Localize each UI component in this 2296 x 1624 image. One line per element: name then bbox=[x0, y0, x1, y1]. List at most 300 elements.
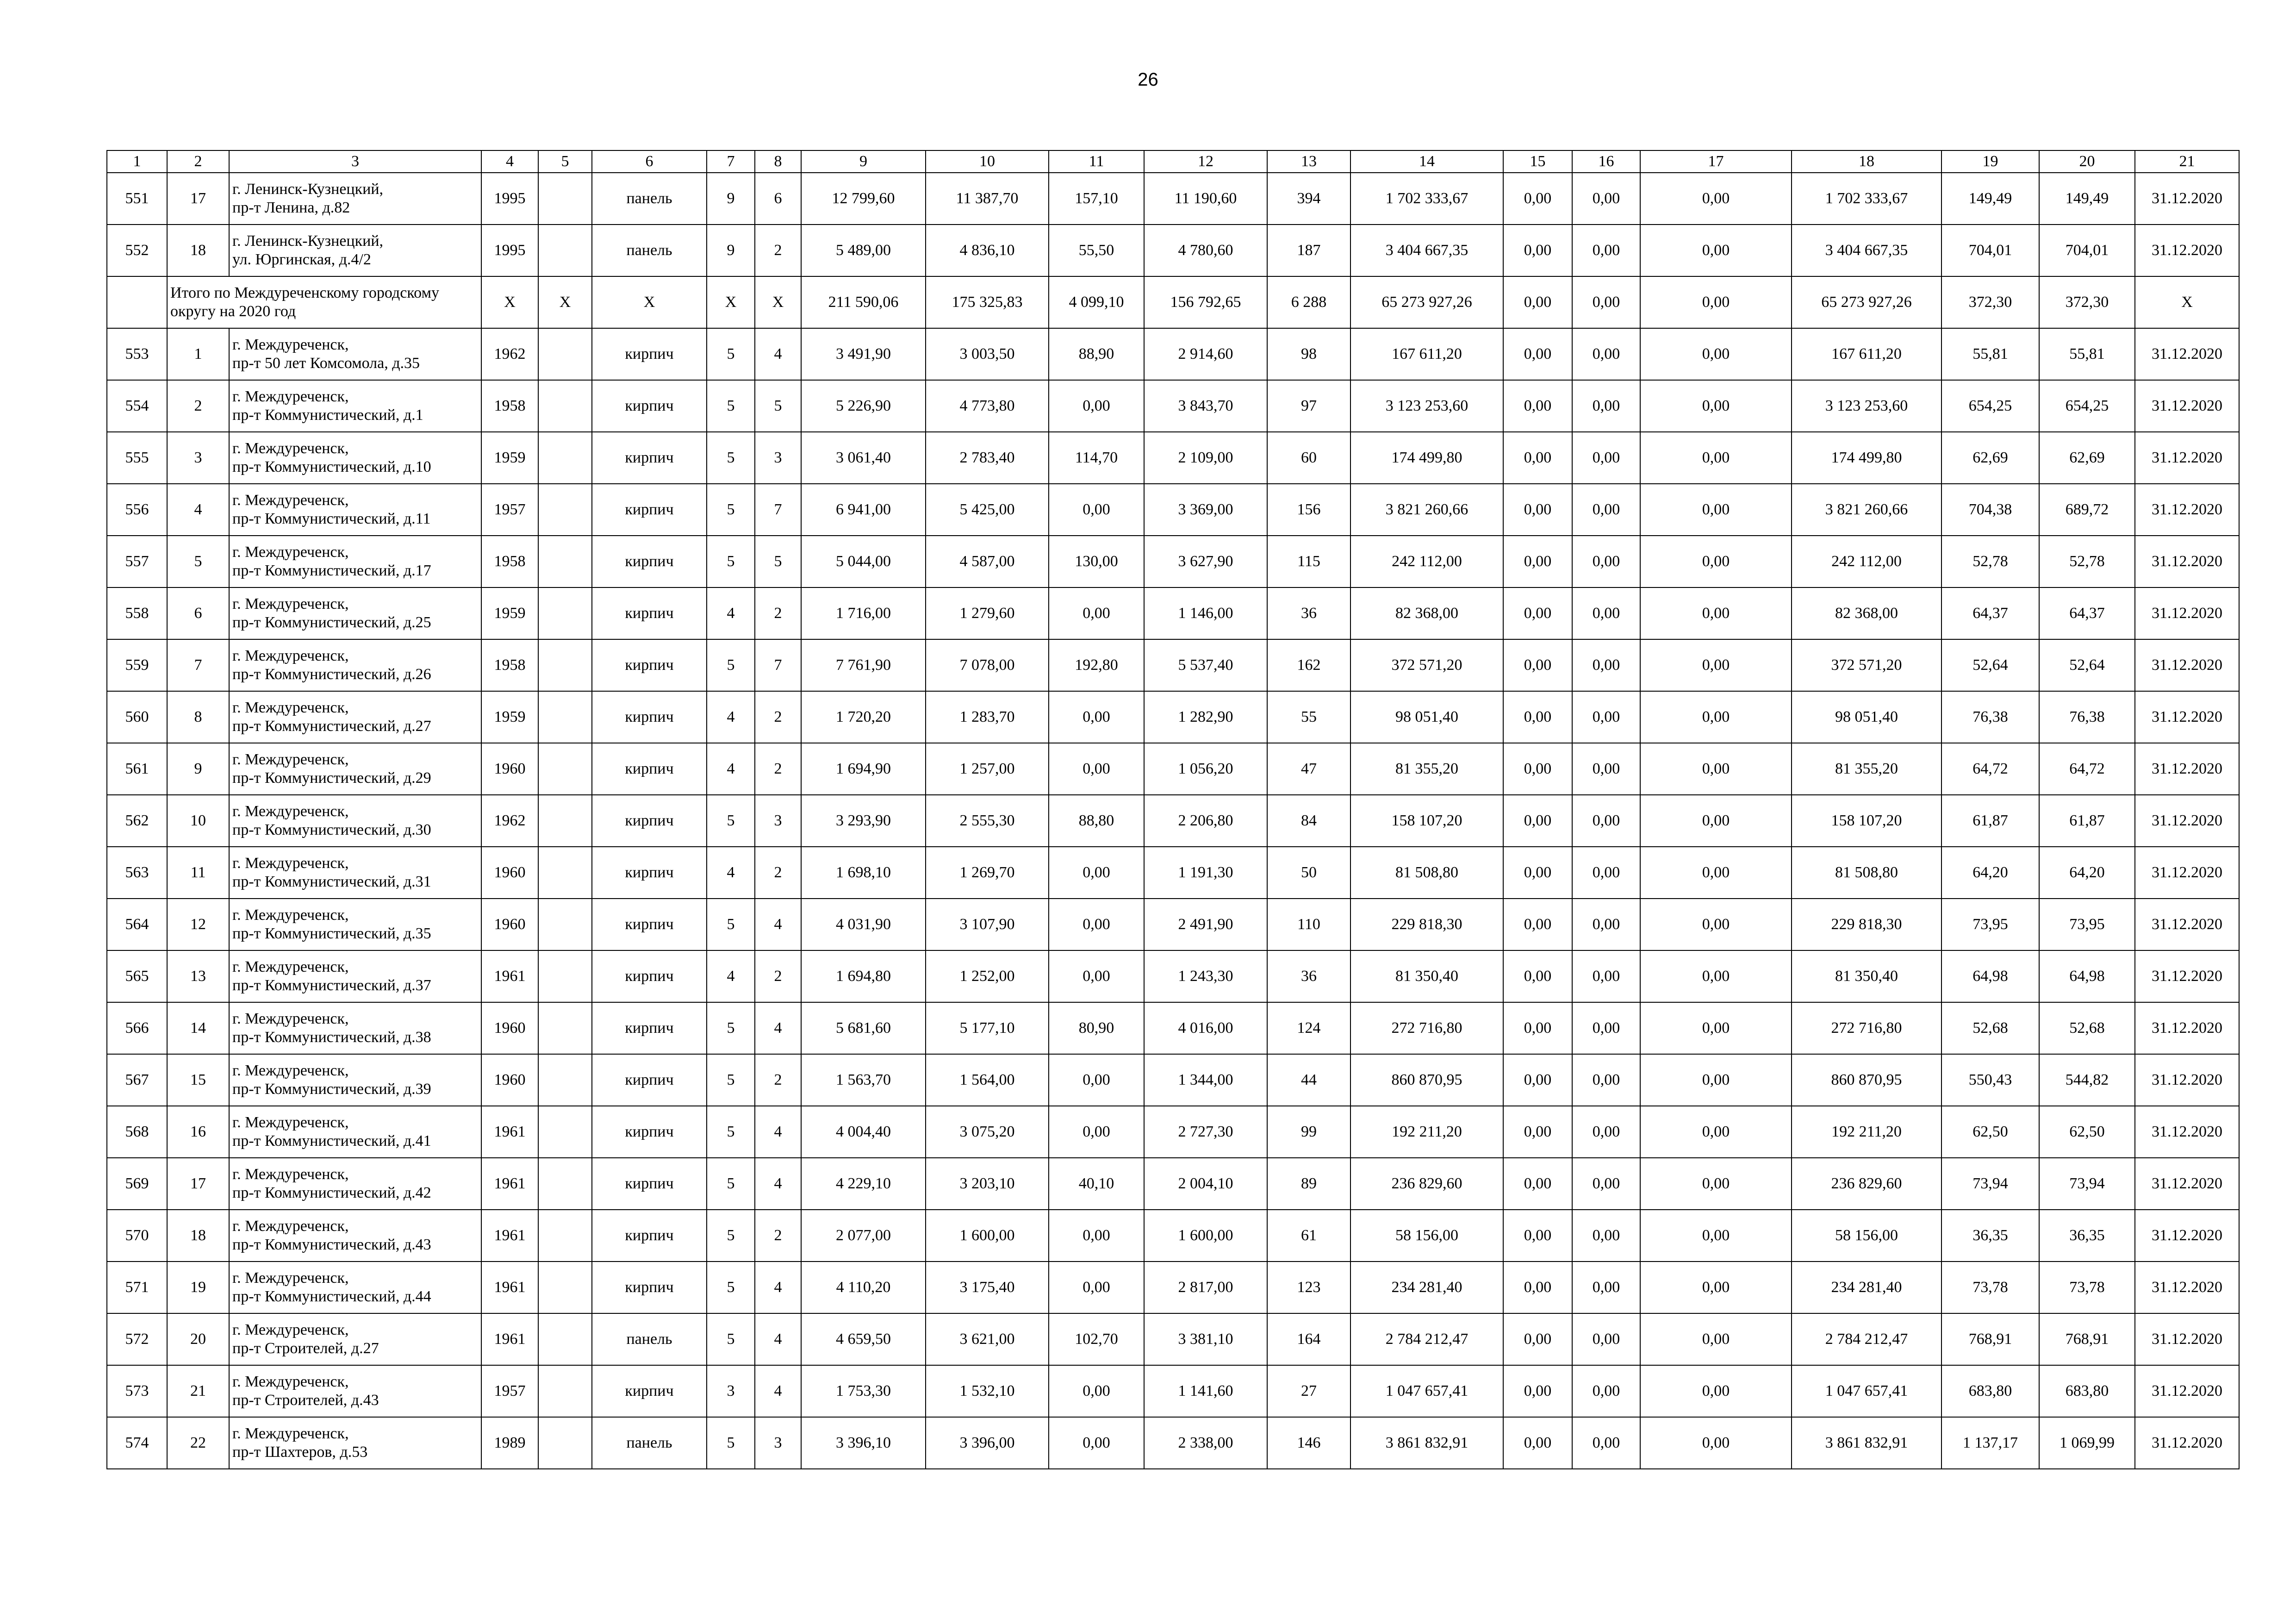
cell-col-6: кирпич bbox=[592, 899, 707, 950]
column-number-row bbox=[107, 150, 2239, 173]
table-row bbox=[107, 1054, 2239, 1106]
cell-col-11: 88,90 bbox=[1049, 328, 1144, 380]
cell-col-17: 0,00 bbox=[1640, 639, 1792, 691]
cell-col-15: 0,00 bbox=[1503, 1106, 1572, 1158]
cell-col-18: 167 611,20 bbox=[1792, 328, 1941, 380]
row-number: 557 bbox=[107, 536, 167, 587]
cell-col-10: 5 177,10 bbox=[926, 1002, 1049, 1054]
cell-col-12: 5 537,40 bbox=[1144, 639, 1267, 691]
row-number: 558 bbox=[107, 587, 167, 639]
address-cell bbox=[229, 847, 481, 899]
cell-col-21: 31.12.2020 bbox=[2135, 484, 2239, 536]
address-city: г. Междуреченск, bbox=[232, 855, 349, 872]
cell-col-4: 1961 bbox=[481, 1210, 538, 1262]
cell-col-16: 0,00 bbox=[1572, 1262, 1640, 1313]
cell-col-11: 192,80 bbox=[1049, 639, 1144, 691]
cell-col-14: 81 350,40 bbox=[1350, 950, 1503, 1002]
table-row bbox=[107, 1158, 2239, 1210]
cell-col-4: 1957 bbox=[481, 484, 538, 536]
cell-col-21: 31.12.2020 bbox=[2135, 1002, 2239, 1054]
total-col-12: 156 792,65 bbox=[1144, 276, 1267, 328]
cell-col-5 bbox=[538, 328, 592, 380]
address-city: г. Междуреченск, bbox=[232, 336, 349, 353]
total-col-16: 0,00 bbox=[1572, 276, 1640, 328]
cell-col-12: 2 338,00 bbox=[1144, 1417, 1267, 1469]
table-row bbox=[107, 691, 2239, 743]
address-cell bbox=[229, 899, 481, 950]
row-index: 21 bbox=[167, 1365, 229, 1417]
cell-col-11: 0,00 bbox=[1049, 587, 1144, 639]
cell-col-9: 1 716,00 bbox=[801, 587, 926, 639]
cell-col-6: кирпич bbox=[592, 1365, 707, 1417]
cell-col-19: 64,37 bbox=[1941, 587, 2039, 639]
address-street: пр-т Коммунистический, д.1 bbox=[232, 406, 423, 424]
address-street: пр-т Коммунистический, д.25 bbox=[232, 614, 431, 631]
cell-col-21: 31.12.2020 bbox=[2135, 847, 2239, 899]
cell-col-14: 242 112,00 bbox=[1350, 536, 1503, 587]
cell-col-19: 654,25 bbox=[1941, 380, 2039, 432]
column-number: 13 bbox=[1267, 150, 1350, 173]
cell-col-6: кирпич bbox=[592, 795, 707, 847]
cell-col-17: 0,00 bbox=[1640, 899, 1792, 950]
cell-col-19: 683,80 bbox=[1941, 1365, 2039, 1417]
row-number: 554 bbox=[107, 380, 167, 432]
address-street: пр-т Коммунистический, д.39 bbox=[232, 1081, 431, 1098]
address-cell bbox=[229, 1313, 481, 1365]
address-street: пр-т Шахтеров, д.53 bbox=[232, 1443, 368, 1461]
address-cell bbox=[229, 328, 481, 380]
cell-col-15: 0,00 bbox=[1503, 380, 1572, 432]
address-cell bbox=[229, 587, 481, 639]
address-city: г. Междуреченск, bbox=[232, 1425, 349, 1442]
cell-col-9: 3 491,90 bbox=[801, 328, 926, 380]
cell-col-11: 55,50 bbox=[1049, 225, 1144, 276]
cell-col-14: 81 508,80 bbox=[1350, 847, 1503, 899]
cell-col-4: 1957 bbox=[481, 1365, 538, 1417]
cell-col-13: 84 bbox=[1267, 795, 1350, 847]
cell-col-8: 7 bbox=[755, 639, 801, 691]
cell-col-14: 2 784 212,47 bbox=[1350, 1313, 1503, 1365]
cell-col-20: 704,01 bbox=[2039, 225, 2135, 276]
cell-col-16: 0,00 bbox=[1572, 1313, 1640, 1365]
cell-col-6: панель bbox=[592, 1313, 707, 1365]
cell-col-11: 0,00 bbox=[1049, 691, 1144, 743]
cell-col-18: 372 571,20 bbox=[1792, 639, 1941, 691]
cell-col-17: 0,00 bbox=[1640, 1365, 1792, 1417]
cell-col-17: 0,00 bbox=[1640, 1262, 1792, 1313]
cell-col-15: 0,00 bbox=[1503, 1262, 1572, 1313]
cell-col-21: 31.12.2020 bbox=[2135, 950, 2239, 1002]
total-col-17: 0,00 bbox=[1640, 276, 1792, 328]
cell-col-10: 3 396,00 bbox=[926, 1417, 1049, 1469]
cell-col-11: 0,00 bbox=[1049, 950, 1144, 1002]
page-number: 26 bbox=[1138, 69, 1158, 90]
table-row bbox=[107, 1210, 2239, 1262]
cell-col-19: 62,50 bbox=[1941, 1106, 2039, 1158]
cell-col-6: кирпич bbox=[592, 847, 707, 899]
cell-col-16: 0,00 bbox=[1572, 380, 1640, 432]
cell-col-20: 52,78 bbox=[2039, 536, 2135, 587]
cell-col-5 bbox=[538, 1210, 592, 1262]
total-col-14: 65 273 927,26 bbox=[1350, 276, 1503, 328]
cell-col-17: 0,00 bbox=[1640, 1158, 1792, 1210]
column-number: 9 bbox=[801, 150, 926, 173]
cell-col-17: 0,00 bbox=[1640, 1313, 1792, 1365]
address-street: пр-т Коммунистический, д.35 bbox=[232, 925, 431, 942]
cell-col-4: 1995 bbox=[481, 173, 538, 225]
column-number: 21 bbox=[2135, 150, 2239, 173]
address-street: пр-т Коммунистический, д.37 bbox=[232, 977, 431, 994]
cell-col-13: 99 bbox=[1267, 1106, 1350, 1158]
cell-col-14: 1 047 657,41 bbox=[1350, 1365, 1503, 1417]
cell-col-21: 31.12.2020 bbox=[2135, 691, 2239, 743]
cell-col-7: 5 bbox=[707, 795, 755, 847]
cell-col-9: 3 293,90 bbox=[801, 795, 926, 847]
cell-col-5 bbox=[538, 380, 592, 432]
cell-col-17: 0,00 bbox=[1640, 484, 1792, 536]
cell-col-16: 0,00 bbox=[1572, 587, 1640, 639]
cell-col-8: 2 bbox=[755, 847, 801, 899]
cell-col-11: 80,90 bbox=[1049, 1002, 1144, 1054]
address-street: ул. Юргинская, д.4/2 bbox=[232, 251, 371, 268]
cell-col-10: 5 425,00 bbox=[926, 484, 1049, 536]
cell-col-15: 0,00 bbox=[1503, 328, 1572, 380]
address-cell bbox=[229, 795, 481, 847]
cell-col-4: 1960 bbox=[481, 847, 538, 899]
cell-col-10: 7 078,00 bbox=[926, 639, 1049, 691]
cell-col-18: 2 784 212,47 bbox=[1792, 1313, 1941, 1365]
cell-col-7: 5 bbox=[707, 1262, 755, 1313]
cell-col-8: 7 bbox=[755, 484, 801, 536]
address-city: г. Междуреченск, bbox=[232, 1321, 349, 1338]
cell-col-7: 4 bbox=[707, 847, 755, 899]
cell-col-14: 58 156,00 bbox=[1350, 1210, 1503, 1262]
cell-col-19: 73,78 bbox=[1941, 1262, 2039, 1313]
row-index: 10 bbox=[167, 795, 229, 847]
cell-col-8: 3 bbox=[755, 795, 801, 847]
cell-col-4: 1961 bbox=[481, 1262, 538, 1313]
table-row bbox=[107, 380, 2239, 432]
address-cell bbox=[229, 1002, 481, 1054]
row-number: 566 bbox=[107, 1002, 167, 1054]
address-cell bbox=[229, 173, 481, 225]
cell-col-21: 31.12.2020 bbox=[2135, 587, 2239, 639]
cell-col-17: 0,00 bbox=[1640, 950, 1792, 1002]
cell-col-11: 0,00 bbox=[1049, 743, 1144, 795]
cell-col-9: 3 396,10 bbox=[801, 1417, 926, 1469]
cell-col-4: 1960 bbox=[481, 743, 538, 795]
address-city: г. Ленинск-Кузнецкий, bbox=[232, 232, 383, 250]
cell-col-12: 2 004,10 bbox=[1144, 1158, 1267, 1210]
total-col-4: X bbox=[481, 276, 538, 328]
cell-col-13: 98 bbox=[1267, 328, 1350, 380]
column-number: 10 bbox=[926, 150, 1049, 173]
cell-col-15: 0,00 bbox=[1503, 587, 1572, 639]
cell-col-21: 31.12.2020 bbox=[2135, 1262, 2239, 1313]
cell-col-7: 9 bbox=[707, 173, 755, 225]
cell-col-12: 11 190,60 bbox=[1144, 173, 1267, 225]
cell-col-21: 31.12.2020 bbox=[2135, 743, 2239, 795]
cell-col-12: 4 780,60 bbox=[1144, 225, 1267, 276]
cell-col-15: 0,00 bbox=[1503, 1313, 1572, 1365]
row-number: 573 bbox=[107, 1365, 167, 1417]
cell-col-20: 544,82 bbox=[2039, 1054, 2135, 1106]
column-number: 19 bbox=[1941, 150, 2039, 173]
cell-col-19: 149,49 bbox=[1941, 173, 2039, 225]
total-col-5: X bbox=[538, 276, 592, 328]
table-row bbox=[107, 639, 2239, 691]
table-row bbox=[107, 743, 2239, 795]
cell-col-6: кирпич bbox=[592, 536, 707, 587]
cell-col-16: 0,00 bbox=[1572, 847, 1640, 899]
cell-col-14: 234 281,40 bbox=[1350, 1262, 1503, 1313]
total-col-10: 175 325,83 bbox=[926, 276, 1049, 328]
cell-col-4: 1959 bbox=[481, 432, 538, 484]
row-index: 22 bbox=[167, 1417, 229, 1469]
column-number: 14 bbox=[1350, 150, 1503, 173]
cell-col-9: 1 694,80 bbox=[801, 950, 926, 1002]
housing-table bbox=[106, 150, 2240, 1469]
cell-col-12: 1 146,00 bbox=[1144, 587, 1267, 639]
cell-col-12: 3 627,90 bbox=[1144, 536, 1267, 587]
cell-col-10: 1 532,10 bbox=[926, 1365, 1049, 1417]
column-number: 18 bbox=[1792, 150, 1941, 173]
cell-col-21: 31.12.2020 bbox=[2135, 380, 2239, 432]
cell-col-10: 4 773,80 bbox=[926, 380, 1049, 432]
cell-col-14: 82 368,00 bbox=[1350, 587, 1503, 639]
address-street: пр-т 50 лет Комсомола, д.35 bbox=[232, 355, 420, 372]
cell-col-11: 130,00 bbox=[1049, 536, 1144, 587]
cell-col-15: 0,00 bbox=[1503, 743, 1572, 795]
cell-col-14: 272 716,80 bbox=[1350, 1002, 1503, 1054]
cell-col-10: 1 269,70 bbox=[926, 847, 1049, 899]
cell-col-7: 5 bbox=[707, 536, 755, 587]
cell-col-14: 3 123 253,60 bbox=[1350, 380, 1503, 432]
cell-col-8: 4 bbox=[755, 328, 801, 380]
cell-col-13: 187 bbox=[1267, 225, 1350, 276]
cell-col-6: кирпич bbox=[592, 484, 707, 536]
total-col-15: 0,00 bbox=[1503, 276, 1572, 328]
total-col-21: X bbox=[2135, 276, 2239, 328]
address-street: пр-т Коммунистический, д.44 bbox=[232, 1288, 431, 1305]
cell-col-17: 0,00 bbox=[1640, 847, 1792, 899]
cell-col-13: 97 bbox=[1267, 380, 1350, 432]
table-row bbox=[107, 328, 2239, 380]
cell-col-17: 0,00 bbox=[1640, 173, 1792, 225]
address-street: пр-т Ленина, д.82 bbox=[232, 199, 350, 216]
cell-col-16: 0,00 bbox=[1572, 173, 1640, 225]
cell-col-4: 1989 bbox=[481, 1417, 538, 1469]
cell-col-19: 62,69 bbox=[1941, 432, 2039, 484]
row-index: 3 bbox=[167, 432, 229, 484]
cell-col-11: 0,00 bbox=[1049, 1210, 1144, 1262]
cell-col-6: кирпич bbox=[592, 743, 707, 795]
cell-col-18: 98 051,40 bbox=[1792, 691, 1941, 743]
address-city: г. Междуреченск, bbox=[232, 906, 349, 924]
cell-col-15: 0,00 bbox=[1503, 1158, 1572, 1210]
cell-col-8: 5 bbox=[755, 536, 801, 587]
row-number: 563 bbox=[107, 847, 167, 899]
cell-col-21: 31.12.2020 bbox=[2135, 173, 2239, 225]
cell-col-14: 81 355,20 bbox=[1350, 743, 1503, 795]
cell-col-12: 1 191,30 bbox=[1144, 847, 1267, 899]
cell-col-16: 0,00 bbox=[1572, 639, 1640, 691]
cell-col-10: 11 387,70 bbox=[926, 173, 1049, 225]
cell-col-17: 0,00 bbox=[1640, 1106, 1792, 1158]
cell-col-15: 0,00 bbox=[1503, 1054, 1572, 1106]
cell-col-7: 4 bbox=[707, 743, 755, 795]
cell-col-5 bbox=[538, 1158, 592, 1210]
cell-col-14: 3 404 667,35 bbox=[1350, 225, 1503, 276]
cell-col-7: 5 bbox=[707, 380, 755, 432]
cell-col-10: 1 564,00 bbox=[926, 1054, 1049, 1106]
row-index: 12 bbox=[167, 899, 229, 950]
cell-col-9: 4 229,10 bbox=[801, 1158, 926, 1210]
total-col-13: 6 288 bbox=[1267, 276, 1350, 328]
cell-col-21: 31.12.2020 bbox=[2135, 536, 2239, 587]
cell-col-16: 0,00 bbox=[1572, 1210, 1640, 1262]
address-street: пр-т Коммунистический, д.11 bbox=[232, 510, 431, 527]
row-index: 17 bbox=[167, 173, 229, 225]
cell-col-6: кирпич bbox=[592, 380, 707, 432]
table-row bbox=[107, 1262, 2239, 1313]
cell-col-19: 55,81 bbox=[1941, 328, 2039, 380]
cell-col-5 bbox=[538, 1313, 592, 1365]
cell-col-14: 3 821 260,66 bbox=[1350, 484, 1503, 536]
cell-col-13: 36 bbox=[1267, 950, 1350, 1002]
row-index: 15 bbox=[167, 1054, 229, 1106]
cell-col-13: 89 bbox=[1267, 1158, 1350, 1210]
cell-col-20: 76,38 bbox=[2039, 691, 2135, 743]
cell-col-9: 4 004,40 bbox=[801, 1106, 926, 1158]
row-index: 20 bbox=[167, 1313, 229, 1365]
row-number: 562 bbox=[107, 795, 167, 847]
cell-col-16: 0,00 bbox=[1572, 691, 1640, 743]
cell-col-20: 1 069,99 bbox=[2039, 1417, 2135, 1469]
cell-col-21: 31.12.2020 bbox=[2135, 1210, 2239, 1262]
column-number: 1 bbox=[107, 150, 167, 173]
cell-col-18: 81 350,40 bbox=[1792, 950, 1941, 1002]
cell-col-8: 4 bbox=[755, 1262, 801, 1313]
cell-col-8: 2 bbox=[755, 950, 801, 1002]
cell-col-7: 5 bbox=[707, 1417, 755, 1469]
address-street: пр-т Коммунистический, д.31 bbox=[232, 873, 431, 890]
cell-col-4: 1962 bbox=[481, 795, 538, 847]
cell-col-16: 0,00 bbox=[1572, 1158, 1640, 1210]
cell-col-21: 31.12.2020 bbox=[2135, 639, 2239, 691]
cell-col-8: 2 bbox=[755, 587, 801, 639]
cell-col-19: 64,98 bbox=[1941, 950, 2039, 1002]
cell-col-18: 3 861 832,91 bbox=[1792, 1417, 1941, 1469]
row-number: 564 bbox=[107, 899, 167, 950]
row-number: 559 bbox=[107, 639, 167, 691]
row-number: 560 bbox=[107, 691, 167, 743]
table-row bbox=[107, 795, 2239, 847]
cell-col-12: 1 600,00 bbox=[1144, 1210, 1267, 1262]
cell-col-5 bbox=[538, 1365, 592, 1417]
cell-col-9: 1 753,30 bbox=[801, 1365, 926, 1417]
cell-col-21: 31.12.2020 bbox=[2135, 1417, 2239, 1469]
cell-col-21: 31.12.2020 bbox=[2135, 1054, 2239, 1106]
cell-col-15: 0,00 bbox=[1503, 950, 1572, 1002]
cell-col-4: 1961 bbox=[481, 1106, 538, 1158]
cell-col-20: 73,78 bbox=[2039, 1262, 2135, 1313]
cell-col-18: 81 355,20 bbox=[1792, 743, 1941, 795]
cell-col-5 bbox=[538, 639, 592, 691]
cell-col-15: 0,00 bbox=[1503, 639, 1572, 691]
cell-col-10: 2 555,30 bbox=[926, 795, 1049, 847]
cell-col-12: 2 109,00 bbox=[1144, 432, 1267, 484]
cell-col-18: 242 112,00 bbox=[1792, 536, 1941, 587]
table-row bbox=[107, 536, 2239, 587]
cell-col-9: 6 941,00 bbox=[801, 484, 926, 536]
address-street: пр-т Строителей, д.43 bbox=[232, 1392, 379, 1409]
address-cell bbox=[229, 1054, 481, 1106]
address-street: пр-т Коммунистический, д.27 bbox=[232, 718, 431, 735]
cell-col-17: 0,00 bbox=[1640, 225, 1792, 276]
address-city: г. Междуреченск, bbox=[232, 1166, 349, 1183]
cell-col-21: 31.12.2020 bbox=[2135, 1313, 2239, 1365]
cell-col-14: 98 051,40 bbox=[1350, 691, 1503, 743]
address-city: г. Междуреченск, bbox=[232, 543, 349, 561]
cell-col-15: 0,00 bbox=[1503, 1417, 1572, 1469]
cell-col-10: 2 783,40 bbox=[926, 432, 1049, 484]
cell-col-9: 1 563,70 bbox=[801, 1054, 926, 1106]
cell-col-13: 162 bbox=[1267, 639, 1350, 691]
cell-col-5 bbox=[538, 950, 592, 1002]
cell-col-14: 174 499,80 bbox=[1350, 432, 1503, 484]
cell-col-15: 0,00 bbox=[1503, 1210, 1572, 1262]
cell-col-11: 0,00 bbox=[1049, 1262, 1144, 1313]
total-col-19: 372,30 bbox=[1941, 276, 2039, 328]
cell-col-19: 1 137,17 bbox=[1941, 1417, 2039, 1469]
cell-col-13: 156 bbox=[1267, 484, 1350, 536]
cell-col-19: 704,01 bbox=[1941, 225, 2039, 276]
cell-col-19: 52,64 bbox=[1941, 639, 2039, 691]
cell-col-13: 44 bbox=[1267, 1054, 1350, 1106]
cell-col-8: 6 bbox=[755, 173, 801, 225]
table-row bbox=[107, 1417, 2239, 1469]
cell-col-9: 5 489,00 bbox=[801, 225, 926, 276]
cell-col-20: 64,37 bbox=[2039, 587, 2135, 639]
cell-col-21: 31.12.2020 bbox=[2135, 225, 2239, 276]
row-index: 18 bbox=[167, 1210, 229, 1262]
cell-col-8: 4 bbox=[755, 1313, 801, 1365]
cell-col-8: 5 bbox=[755, 380, 801, 432]
row-number: 568 bbox=[107, 1106, 167, 1158]
cell-col-11: 0,00 bbox=[1049, 899, 1144, 950]
cell-col-5 bbox=[538, 743, 592, 795]
cell-col-5 bbox=[538, 173, 592, 225]
cell-col-16: 0,00 bbox=[1572, 432, 1640, 484]
column-number: 11 bbox=[1049, 150, 1144, 173]
cell-col-4: 1995 bbox=[481, 225, 538, 276]
row-number: 552 bbox=[107, 225, 167, 276]
cell-col-9: 4 031,90 bbox=[801, 899, 926, 950]
cell-col-12: 3 843,70 bbox=[1144, 380, 1267, 432]
cell-col-10: 3 107,90 bbox=[926, 899, 1049, 950]
cell-col-8: 4 bbox=[755, 1365, 801, 1417]
cell-col-7: 5 bbox=[707, 1158, 755, 1210]
address-cell bbox=[229, 1417, 481, 1469]
cell-col-17: 0,00 bbox=[1640, 587, 1792, 639]
cell-col-9: 1 698,10 bbox=[801, 847, 926, 899]
cell-col-13: 394 bbox=[1267, 173, 1350, 225]
cell-col-16: 0,00 bbox=[1572, 1365, 1640, 1417]
cell-col-9: 12 799,60 bbox=[801, 173, 926, 225]
table-row bbox=[107, 1313, 2239, 1365]
cell-col-8: 4 bbox=[755, 1002, 801, 1054]
